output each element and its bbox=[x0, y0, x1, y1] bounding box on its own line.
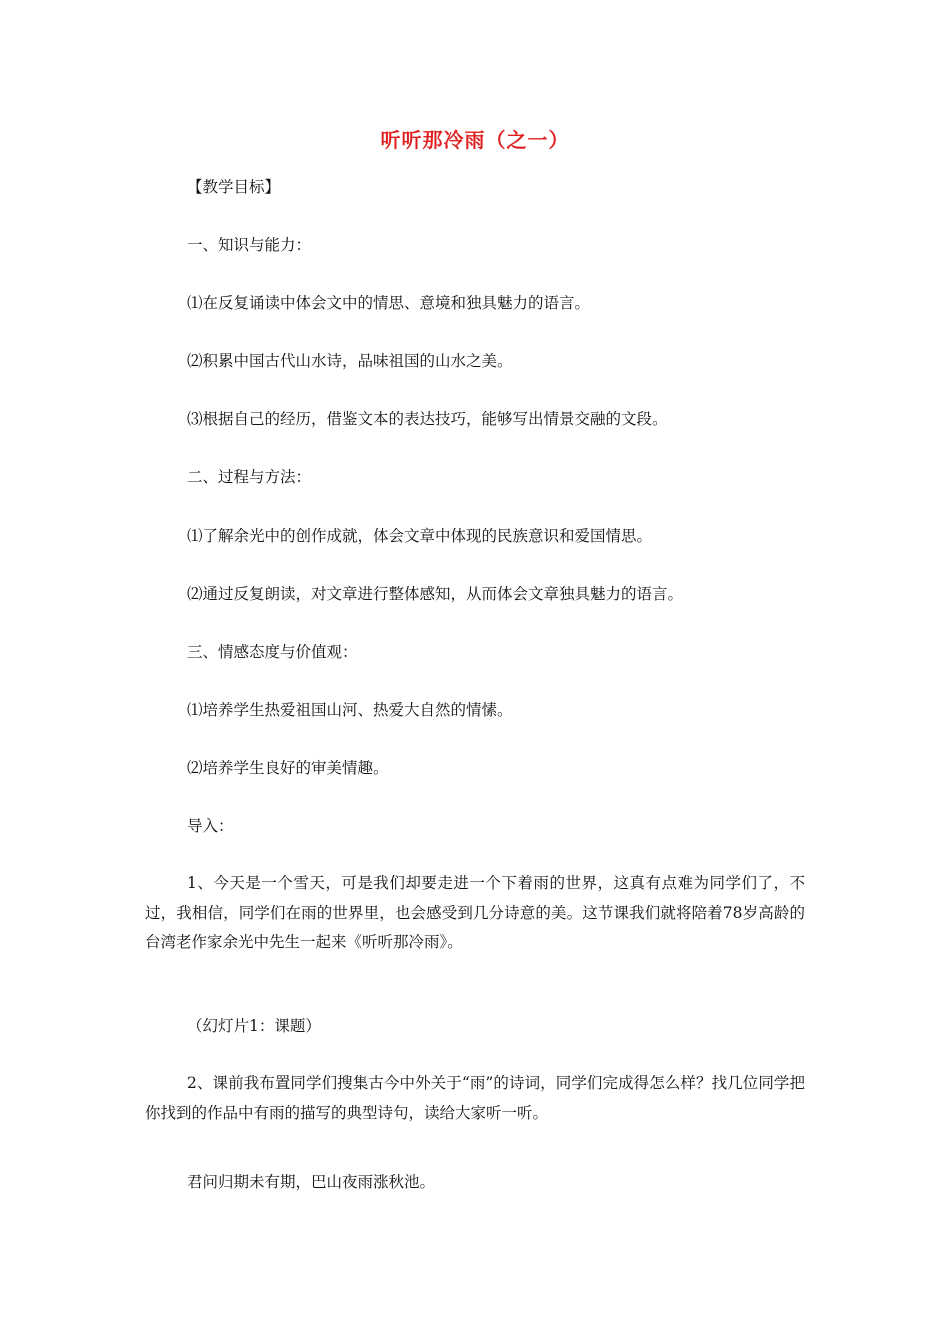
process-item-2: ⑵通过反复朗读，对文章进行整体感知，从而体会文章独具魅力的语言。 bbox=[187, 585, 684, 603]
poem-line: 君问归期未有期，巴山夜雨涨秋池。 bbox=[187, 1173, 436, 1191]
intro-heading: 导入： bbox=[187, 817, 234, 835]
values-item-2: ⑵培养学生良好的审美情趣。 bbox=[187, 759, 389, 777]
slide-note: （幻灯片1：课题） bbox=[187, 1017, 321, 1035]
values-heading: 三、情感态度与价值观： bbox=[187, 643, 358, 661]
intro-paragraph-2: 2、课前我布置同学们搜集古今中外关于“雨”的诗词，同学们完成得怎么样？找几位同学把你找到的作品中有雨的描写的典型诗句，读给大家听一听。 bbox=[145, 1074, 805, 1122]
knowledge-item-2: ⑵积累中国古代山水诗，品味祖国的山水之美。 bbox=[187, 352, 513, 370]
process-heading: 二、过程与方法： bbox=[187, 468, 312, 486]
intro-paragraph-1: 1、今天是一个雪天，可是我们却要走进一个下着雨的世界，这真有点难为同学们了，不过，我相信，同学们在雨的世界里，也会感受到几分诗意的美。这节课我们就将陪着78岁高龄的台湾老作家余光中先生一起来《听听那冷雨》。 bbox=[145, 874, 805, 951]
teaching-goals-heading: 【教学目标】 bbox=[187, 178, 281, 196]
knowledge-heading: 一、知识与能力： bbox=[187, 236, 312, 254]
document-title: 听听那冷雨（之一） bbox=[380, 128, 570, 152]
process-item-1: ⑴了解余光中的创作成就，体会文章中体现的民族意识和爱国情思。 bbox=[187, 527, 653, 545]
knowledge-item-1: ⑴在反复诵读中体会文中的情思、意境和独具魅力的语言。 bbox=[187, 294, 591, 312]
values-item-1: ⑴培养学生热爱祖国山河、热爱大自然的情愫。 bbox=[187, 701, 513, 719]
knowledge-item-3: ⑶根据自己的经历，借鉴文本的表达技巧，能够写出情景交融的文段。 bbox=[187, 410, 668, 428]
